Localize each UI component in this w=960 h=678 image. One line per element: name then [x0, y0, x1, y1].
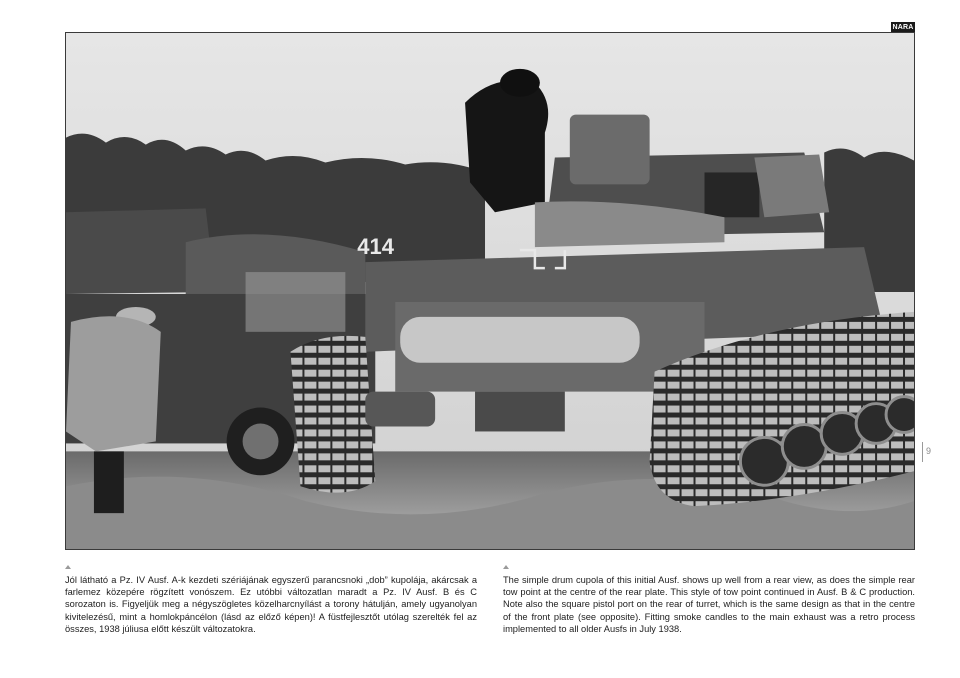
- page-number: 9: [926, 446, 932, 456]
- caption-pointer-icon: [65, 565, 71, 569]
- turret-number-label: 414: [357, 234, 394, 260]
- page-marker-rule: [922, 442, 923, 462]
- caption-english-text: The simple drum cupola of this initial Ausf. shows up well from a rear view, as does the simple rear tow point at the centre of the rear plate. This style of tow point continued in Ausf. B & C production. Note also the square pistol port on the rear of turret, which is the same design as that in the centre of the front plate (see opposite). Fitting smoke candles to the main exhaust was a retro process implemented to all older Ausfs in July 1938.: [503, 575, 915, 634]
- tank-photo-illustration: [66, 33, 914, 549]
- archival-photograph: [65, 32, 915, 550]
- caption-hungarian-text: Jól látható a Pz. IV Ausf. A-k kezdeti szériájának egyszerű parancsnoki „dob” kupolája, akárcsak a farlemez közepére rögzített vonószem. Ez utóbbi változatlan maradt a Pz. IV Ausf. B és C sorozaton is. Figyeljük meg a négyszögletes közelharcnyílást a torony hátulján, amely ugyanolyan kivitelezésű, mint a homlokpáncélon (lásd az előző képen)! A füstfejlesztőt utólag szerelték fel az összes, 1938 júliusa előtt készült változatokra.: [65, 575, 477, 634]
- caption-hungarian: [65, 565, 477, 635]
- source-credit-badge: NARA: [892, 24, 914, 31]
- caption-pointer-icon: [503, 565, 509, 569]
- page-number-marker: [922, 442, 936, 462]
- caption-english: [503, 565, 915, 635]
